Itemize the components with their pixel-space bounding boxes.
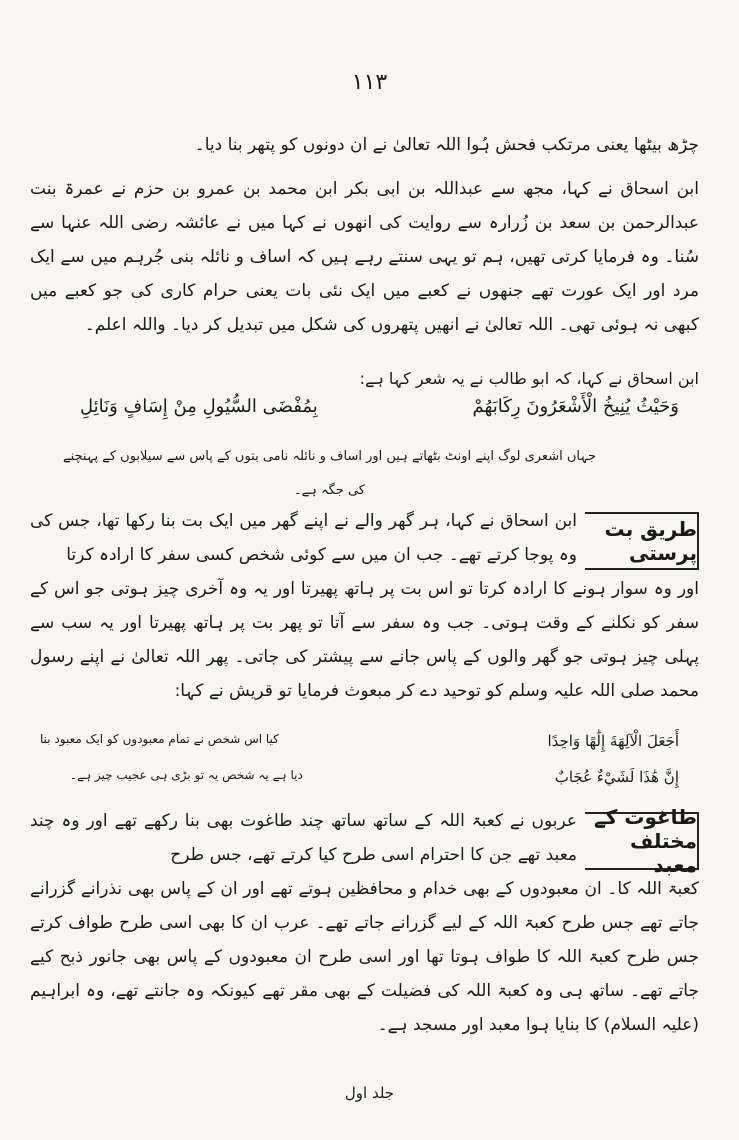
quote-arabic-2: إِنَّ هَٰذَا لَشَيْءٌ عُجَابٌ xyxy=(554,768,679,786)
verse-left-hemistich: بِمُفْضَى السُّيُولِ مِنْ إِسَافٍ وَنَائِلِ xyxy=(80,396,318,417)
section-2-opening: عربوں نے کعبۃ اللہ کے ساتھ ساتھ چند طاغوت بھی بنا رکھے تھے اور وہ چند معبد تھے جن کا احترام اسی طرح کیا کرتے تھے، جس طرح xyxy=(30,811,577,865)
poem-intro: ابن اسحاق نے کہا، کہ ابو طالب نے یہ شعر کہا ہے: xyxy=(359,369,699,388)
quote-urdu-2: دیا ہے یہ شخص یہ تو بڑی ہی عجیب چیز ہے۔ xyxy=(70,768,303,782)
quote-arabic-1: أَجَعَلَ الْآلِهَةَ إِلَٰهًا وَاحِدًا xyxy=(547,732,679,750)
volume-footer: جلد اول xyxy=(344,1084,395,1102)
quote-urdu-1: کیا اس شخص نے تمام معبودوں کو ایک معبود بنا xyxy=(40,732,279,746)
section-heading-idol-worship: طریق بت پرستی xyxy=(585,512,699,570)
section-2-body: کعبۃ اللہ کا۔ ان معبودوں کے بھی خدام و محافظین ہوتے تھے اور ان کے پاس بھی نذرانے گزرانے جاتے تھے جس طرح کعبۃ اللہ کے لیے گزرانے جاتے تھے۔ عرب ان کا بھی اسی طرح طواف کرتے جس طرح کعبۃ اللہ کا طواف ہوتا تھا اور اسی طرح ان معبودوں کے پاس بھی جانور ذبح کیے جاتے تھے۔ ساتھ ہی وہ کعبۃ اللہ کی فضیلت کے بھی مقر تھے کیونکہ وہ جانتے تھے، وہ ابراہیم (علیہ السلام) کا بنایا ہوا معبد اور مسجد ہے۔ xyxy=(30,879,699,1035)
intro-line: چڑھ بیٹھا یعنی مرتکب فحش ہُوا اللہ تعالیٰ نے ان دونوں کو پتھر بنا دیا۔ xyxy=(194,135,699,155)
section-1-opening: ابن اسحاق نے کہا، ہر گھر والے نے اپنے گھر میں ایک بت بنا رکھا تھا، جس کی وہ پوجا کرتے تھے۔ جب ان میں سے کوئی شخص کسی سفر کا ارادہ کرتا xyxy=(30,511,577,565)
verse-right-hemistich: وَحَيْثُ يُنِيخُ الْأَشْعَرُونَ رِكَابَهُمْ xyxy=(472,396,679,417)
section-heading-taghut: طاغوت کے مختلف معبد xyxy=(585,812,699,870)
paragraph-1: ابن اسحاق نے کہا، مجھ سے عبداللہ بن ابی بکر ابن محمد بن عمرو بن حزم نے عمرۃ بنت عبدالرحمن بن سعد بن زُرارہ سے روایت کی انھوں نے کہا میں نے عائشہ رضی اللہ عنہا سے سُنا۔ وہ فرمایا کرتی تھیں، ہم تو یہی سنتے رہے ہیں کہ اساف و نائلہ بنی جُرہم میں سے ایک مرد اور ایک عورت تھے جنھوں نے کعبے میں ایک نئی بات یعنی حرام کاری کی جو کعبے میں کبھی نہ ہوئی تھی۔ اللہ تعالیٰ نے انھیں پتھروں کی شکل میں تبدیل کر دیا۔ واللہ اعلم۔ xyxy=(30,179,699,335)
verse-translation: جہاں اشعری لوگ اپنے اونٹ بٹھاتے ہیں اور اساف و نائلہ نامی بتوں کے پاس سے سیلابوں کے پہنچنے کی جگہ ہے۔ xyxy=(63,449,596,498)
section-1-body: اور وہ سوار ہونے کا ارادہ کرتا تو اس بت پر ہاتھ پھیرتا اور یہ وہ آخری چیز ہوتی جو اس کے سفر کو نکلنے کے وقت ہوتی۔ جب وہ سفر سے آتا تو پھر بت پر ہاتھ پھیرتا اور یہ سب سے پہلی چیز ہوتی جو گھر والوں کے پاس جانے سے پیشتر کی جاتی۔ پھر اللہ تعالیٰ نے اپنے رسول محمد صلی اللہ علیہ وسلم کو توحید دے کر مبعوث فرمایا تو قریش نے کہا: xyxy=(30,579,699,701)
page-number: ١١٣ xyxy=(351,70,388,95)
quran-quote xyxy=(40,732,679,792)
